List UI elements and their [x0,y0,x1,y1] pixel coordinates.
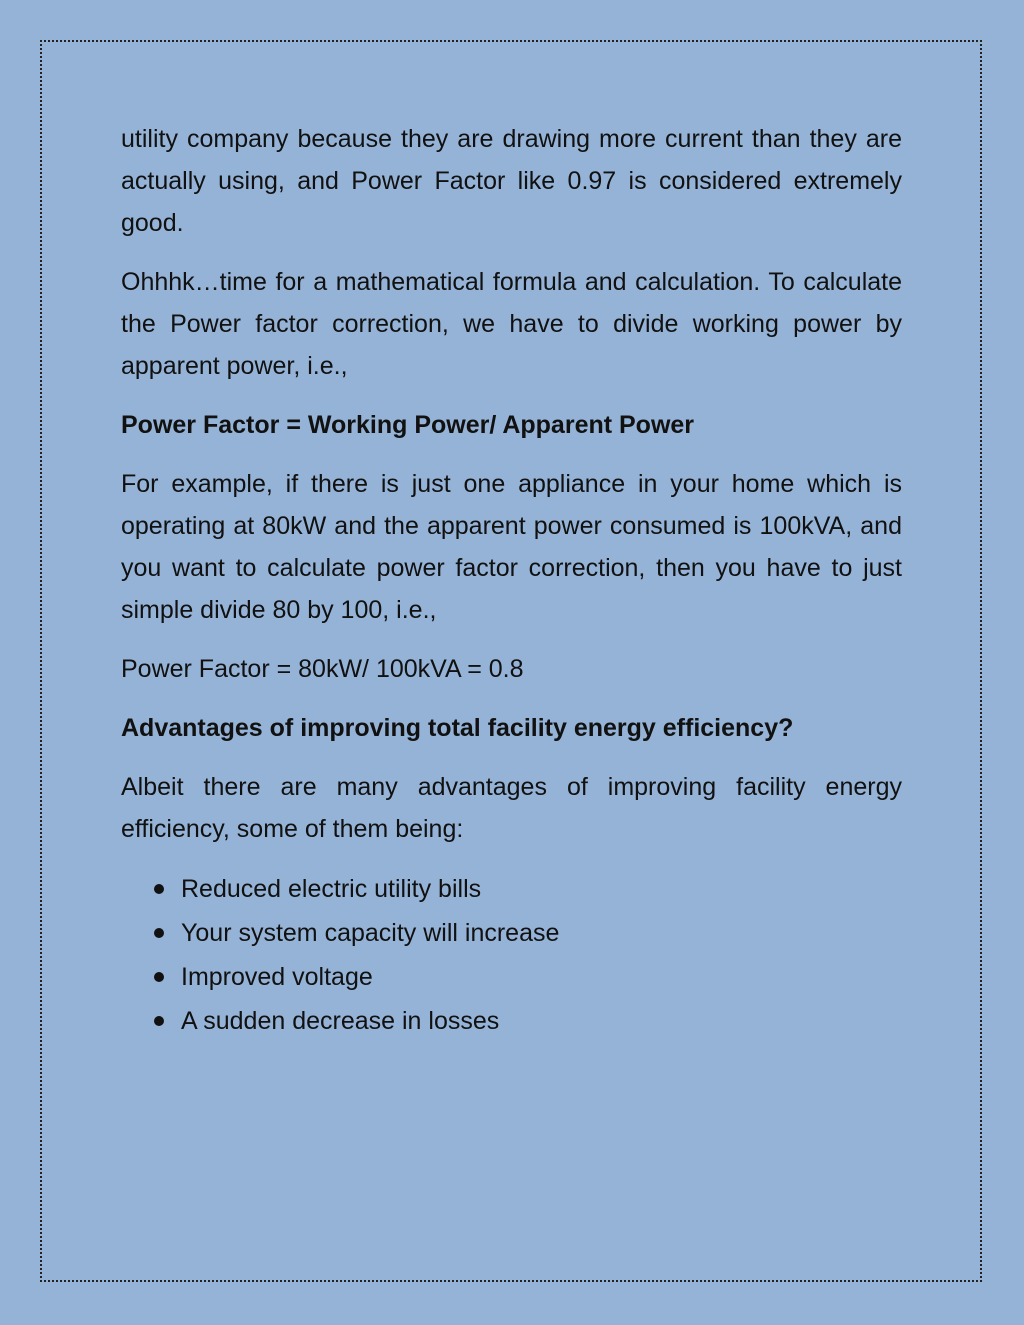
formula-example: Power Factor = 80kW/ 100kVA = 0.8 [121,655,524,683]
bullet-icon [154,1016,164,1026]
list-item [121,911,902,955]
list-item [121,999,902,1043]
paragraph-power-factor-intro: utility company because they are drawing more current than they are actually using, and Power Factor like 0.97 is considered extremely good. [121,125,902,237]
formula-power-factor: Power Factor = Working Power/ Apparent Power [121,411,695,439]
document-body [121,118,902,1043]
bullet-icon [154,972,164,982]
section-heading-advantages: Advantages of improving total facility energy efficiency? [121,714,794,742]
list-item-text: Your system capacity will increase [181,919,560,947]
list-item [121,867,902,911]
paragraph-advantages: Albeit there are many advantages of improving facility energy efficiency, some of them being: [121,773,902,843]
list-item-text: Reduced electric utility bills [181,875,482,903]
advantages-list [121,867,902,1043]
paragraph-example: For example, if there is just one appliance in your home which is operating at 80kW and the apparent power consumed is 100kVA, and you want to calculate power factor correction, then you have to just simple divide 80 by 100, i.e., [121,470,902,624]
list-item-text: Improved voltage [181,963,373,991]
bullet-icon [154,884,164,894]
list-item [121,955,902,999]
bullet-icon [154,928,164,938]
list-item-text: A sudden decrease in losses [181,1007,500,1035]
paragraph-formula-intro: Ohhhk…time for a mathematical formula and calculation. To calculate the Power factor correction, we have to divide working power by apparent power, i.e., [121,268,902,380]
